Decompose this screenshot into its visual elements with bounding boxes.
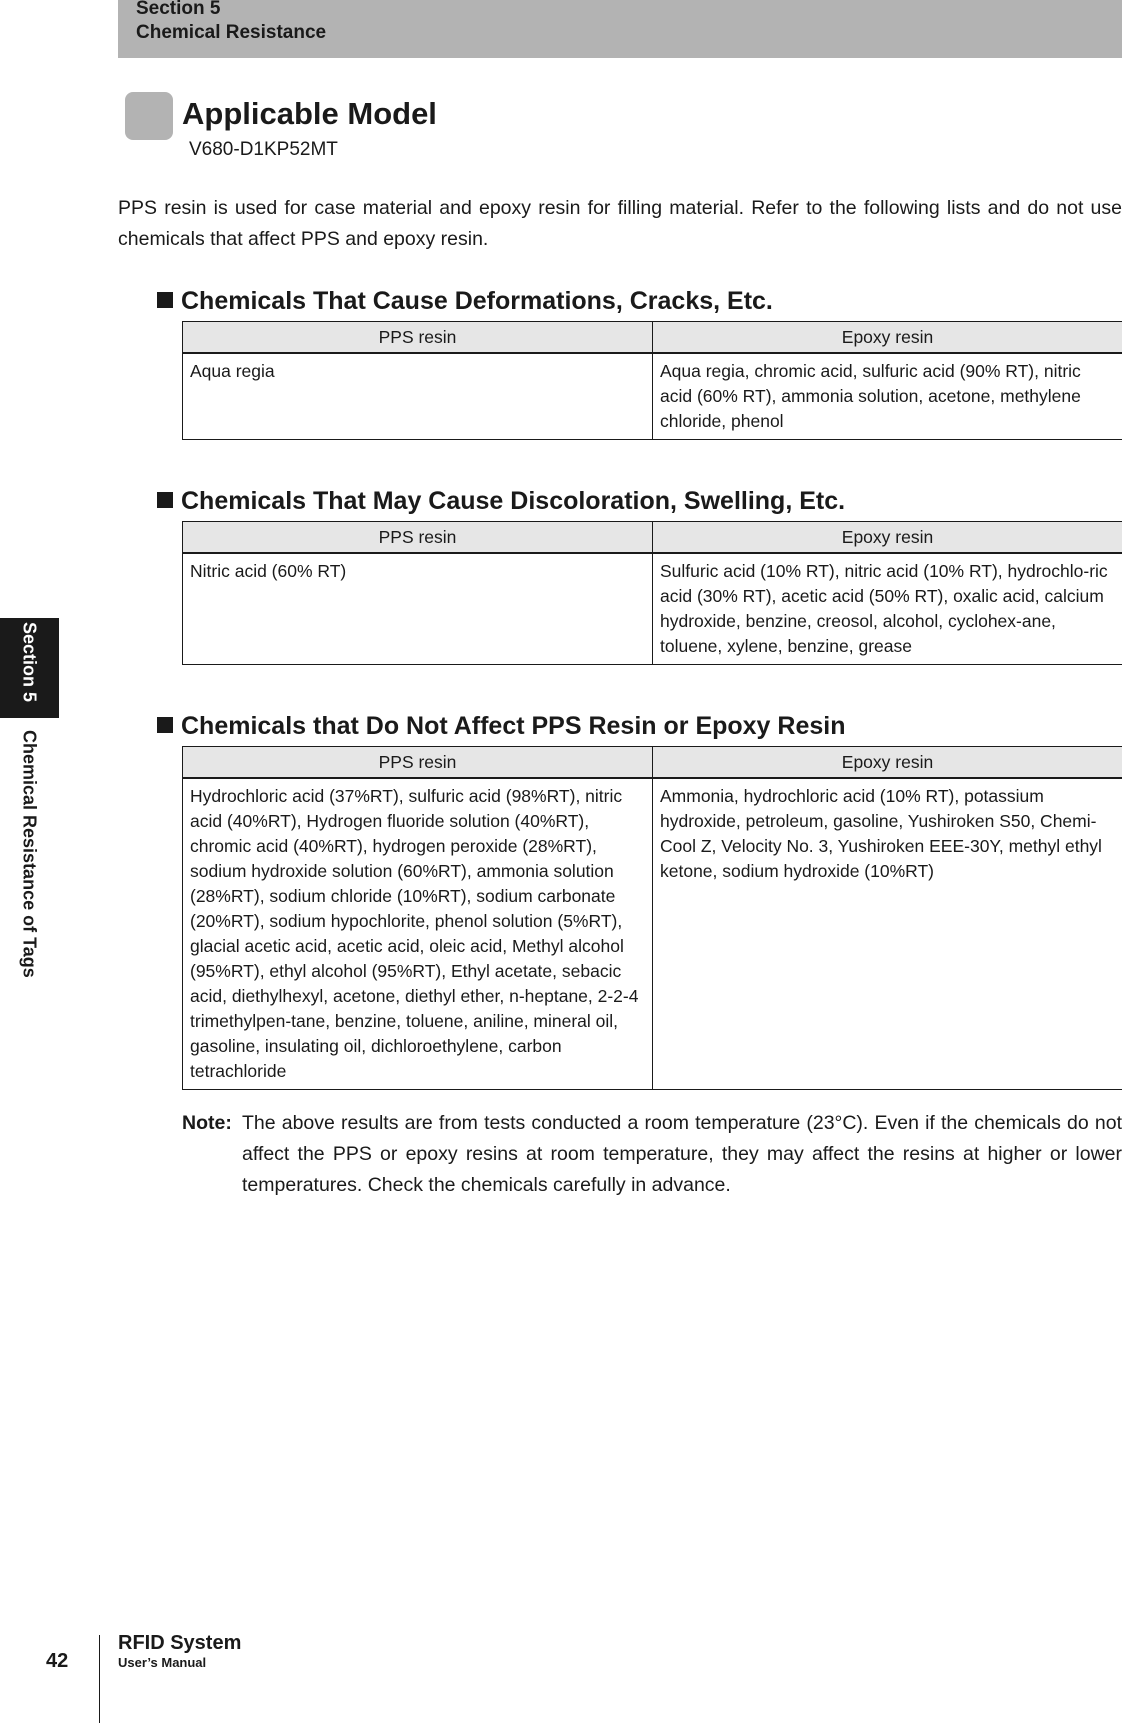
- cell-pps: Nitric acid (60% RT): [183, 553, 653, 665]
- table-header-row: [183, 522, 1122, 554]
- table-row: [183, 778, 1122, 1090]
- section-heading-text: Chemicals that Do Not Affect PPS Resin or Epoxy Resin: [181, 712, 846, 740]
- column-header-epoxy: Epoxy resin: [653, 747, 1122, 779]
- table-discoloration: [182, 521, 1122, 665]
- section-heading-no-effect: [157, 712, 846, 741]
- page-number: 42: [46, 1650, 69, 1672]
- model-heading: Applicable Model: [182, 96, 437, 131]
- model-name: V680-D1KP52MT: [189, 139, 338, 160]
- note-block: [182, 1108, 1122, 1201]
- section-heading-text: Chemicals That Cause Deformations, Cracks, Etc.: [181, 287, 773, 315]
- table-no-effect: [182, 746, 1122, 1090]
- header-section: Section 5: [136, 0, 221, 19]
- section-heading-deformations: [157, 287, 773, 316]
- column-header-pps: PPS resin: [183, 747, 653, 779]
- cell-epoxy: Ammonia, hydrochloric acid (10% RT), potassium hydroxide, petroleum, gasoline, Yushiroken S50, Chemi-Cool Z, Velocity No. 3, Yushiroken EEE-30Y, methyl ethyl ketone, sodium hydroxide (10%RT): [653, 778, 1122, 1090]
- footer-subtitle: User’s Manual: [118, 1655, 207, 1670]
- column-header-epoxy: Epoxy resin: [653, 322, 1122, 354]
- table-header-row: [183, 322, 1122, 354]
- cell-pps: Hydrochloric acid (37%RT), sulfuric acid (98%RT), nitric acid (40%RT), Hydrogen fluoride solution (40%RT), chromic acid (40%RT), hydrogen peroxide (28%RT), sodium hydroxide solution (60%RT), ammonia solution (28%RT), sodium chloride (10%RT), sodium carbonate (20%RT), sodium hypochlorite, phenol solution (5%RT), glacial acetic acid, acetic acid, oleic acid, Methyl alcohol (95%RT), ethyl alcohol (95%RT), Ethyl acetate, sebacic acid, diethylhexyl, acetone, diethyl ether, n-heptane, 2-2-4 trimethylpen-tane, benzine, toluene, aniline, mineral oil, gasoline, insulating oil, dichloroethylene, carbon tetrachloride: [183, 778, 653, 1090]
- header-title: Chemical Resistance: [136, 22, 327, 43]
- note-text: The above results are from tests conducted a room temperature (23°C). Even if the chemicals do not affect the PPS or epoxy resins at room temperature, they may affect the resins at higher or lower temperatures. Check the chemicals carefully in advance.: [242, 1112, 1122, 1196]
- footer-divider: [99, 1635, 100, 1723]
- cell-epoxy: Sulfuric acid (10% RT), nitric acid (10% RT), hydrochlo-ric acid (30% RT), acetic acid (50% RT), oxalic acid, calcium hydroxide, benzine, creosol, alcohol, cyclohex-ane, toluene, xylene, benzine, grease: [653, 553, 1122, 665]
- intro-paragraph: PPS resin is used for case material and epoxy resin for filling material. Refer to the following lists and do not use chemicals that affect PPS and epoxy resin.: [118, 197, 1122, 250]
- cell-pps: Aqua regia: [183, 353, 653, 440]
- table-row: [183, 553, 1122, 665]
- footer-title: RFID System: [118, 1632, 242, 1654]
- square-bullet-icon: [157, 492, 173, 508]
- column-header-epoxy: Epoxy resin: [653, 522, 1122, 554]
- section-heading-discoloration: [157, 487, 845, 516]
- cell-epoxy: Aqua regia, chromic acid, sulfuric acid (90% RT), nitric acid (60% RT), ammonia solution, acetone, methylene chloride, phenol: [653, 353, 1122, 440]
- section-heading-text: Chemicals That May Cause Discoloration, Swelling, Etc.: [181, 487, 846, 515]
- square-bullet-icon: [157, 292, 173, 308]
- note-label: Note:: [182, 1112, 232, 1134]
- side-tab-section: Section 5: [19, 622, 40, 703]
- table-row: [183, 353, 1122, 440]
- model-marker: [125, 92, 173, 140]
- column-header-pps: PPS resin: [183, 322, 653, 354]
- side-tab-label: Chemical Resistance of Tags: [19, 730, 40, 978]
- table-deformations: [182, 321, 1122, 440]
- column-header-pps: PPS resin: [183, 522, 653, 554]
- table-header-row: [183, 747, 1122, 779]
- square-bullet-icon: [157, 717, 173, 733]
